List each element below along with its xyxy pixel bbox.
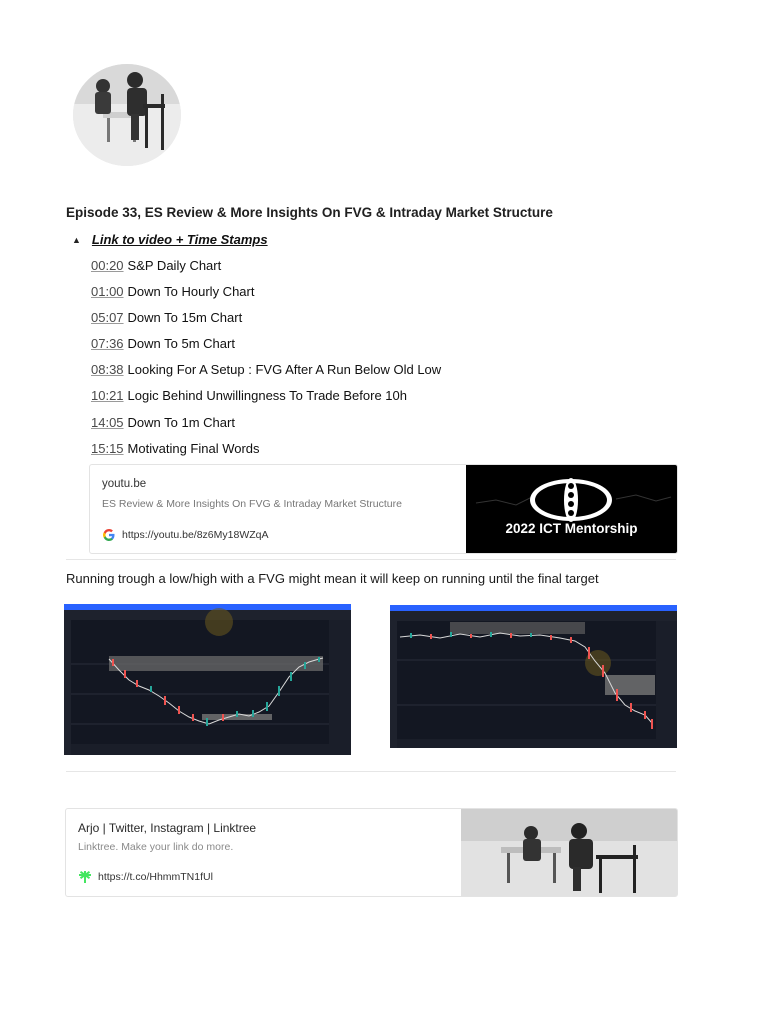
timestamp-item [91,310,441,336]
divider [66,771,676,772]
linktree-thumbnail[interactable] [461,809,677,896]
timestamp-link[interactable]: 05:07 [91,310,124,326]
timestamp-text: Down To 5m Chart [127,336,235,352]
toggle-arrow-icon[interactable]: ▲ [72,234,81,245]
timestamp-item [91,362,441,388]
google-icon [102,528,116,542]
timestamp-item [91,388,441,414]
toggle-block[interactable] [72,232,268,247]
timestamp-link[interactable]: 10:21 [91,388,124,404]
timestamp-text: S&P Daily Chart [127,258,222,273]
thumbnail-caption: 2022 ICT Mentorship [505,521,638,536]
timestamp-item [91,258,441,284]
timestamp-link[interactable]: 07:36 [91,336,124,352]
bookmark-title: Arjo | Twitter, Instagram | Linktree [78,821,257,835]
timestamp-text: Down To Hourly Chart [127,284,255,300]
timestamp-item [91,415,441,441]
video-thumbnail[interactable] [466,465,677,553]
timestamp-list [91,258,441,467]
chess-players-photo [73,64,181,166]
timestamp-link[interactable]: 15:15 [91,440,124,456]
timestamp-text: Down To 15m Chart [127,310,243,326]
timestamp-item [91,441,441,467]
timestamp-link[interactable]: 00:20 [91,258,124,273]
linktree-bookmark-card[interactable] [65,808,678,897]
timestamp-link[interactable]: 08:38 [91,362,124,378]
bookmark-url[interactable]: https://youtu.be/8z6My18WZqA [122,529,269,541]
video-bookmark-card[interactable] [89,464,678,554]
body-paragraph: Running trough a low/high with a FVG might mean it will keep on running until the final target [66,571,599,586]
timestamp-link[interactable]: 14:05 [91,414,124,430]
bookmark-host: youtu.be [102,478,147,490]
timestamp-text: Motivating Final Words [127,440,260,456]
bookmark-url[interactable]: https://t.co/HhmmTN1fUl [98,871,213,883]
bookmark-description: Linktree. Make your link do more. [78,841,234,853]
timestamp-text: Logic Behind Unwillingness To Trade Before 10h [127,388,407,404]
bookmark-url-row[interactable] [102,528,269,542]
timestamp-item [91,336,441,362]
timestamp-text: Down To 1m Chart [127,414,235,430]
timestamp-link[interactable]: 01:00 [91,284,124,300]
chart-screenshot-right [390,605,677,748]
bookmark-url-row[interactable] [78,870,213,884]
divider [66,559,676,560]
timestamp-item [91,284,441,310]
page-title: Episode 33, ES Review & More Insights On FVG & Intraday Market Structure [66,205,553,220]
toggle-link[interactable]: Link to video + Time Stamps [91,232,268,247]
avatar [73,64,181,166]
chart-screenshot-left [64,604,351,755]
bookmark-description: ES Review & More Insights On FVG & Intraday Market Structure [102,498,402,510]
timestamp-text: Looking For A Setup : FVG After A Run Below Old Low [127,362,442,378]
linktree-icon [78,870,92,884]
